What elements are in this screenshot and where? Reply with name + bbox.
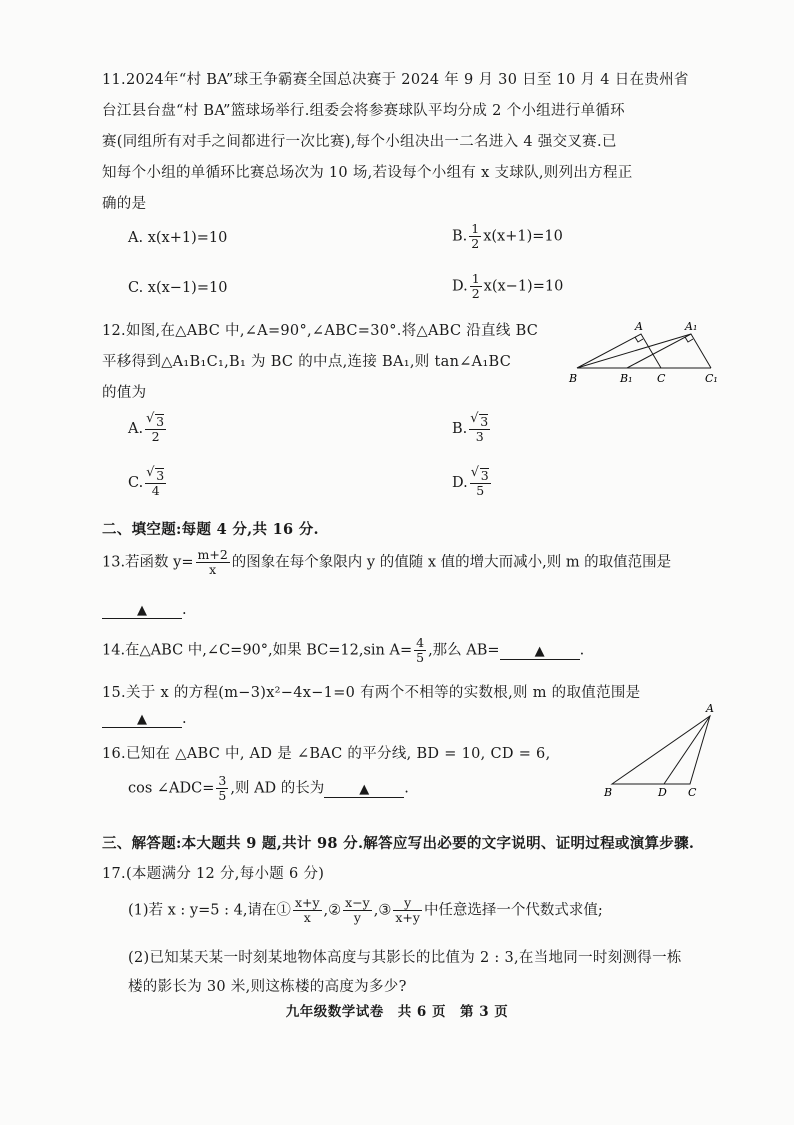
section-3-heading: 三、解答题:本大题共 9 题,共计 98 分.解答应写出必要的文字说明、证明过程或演算步骤. — [102, 835, 695, 852]
q16-answer-blank[interactable] — [324, 781, 404, 798]
q11-option-a: A. x(x+1)=10 — [128, 230, 228, 246]
q13-end: . — [182, 602, 187, 618]
q11-option-d-label: D. — [452, 278, 468, 295]
q11-option-d — [452, 272, 563, 301]
q13-fraction — [196, 548, 230, 577]
q12-label-c1: C₁ — [705, 372, 718, 385]
q11-option-d-den: 2 — [471, 286, 480, 301]
q11-option-b-num: 1 — [471, 221, 480, 236]
q16-cos-prefix: cos ∠ADC= — [128, 780, 215, 797]
q12-label-a: A — [635, 320, 643, 333]
q15-line-1: 15.关于 x 的方程(m−3)x²−4x−1=0 有两个不相等的实数根,则 m 的取值范围是 — [102, 685, 641, 701]
q16-label-a: A — [706, 702, 714, 715]
q17-part-2-line-1: (2)已知某天某一时刻某地物体高度与其影长的比值为 2 : 3,在当地同一时刻测得一栋 — [128, 950, 682, 966]
q16-label-b: B — [604, 786, 613, 799]
q11-option-b-den: 2 — [471, 236, 480, 251]
q12-option-c-label: C. — [128, 475, 144, 491]
q15-line-2 — [102, 711, 187, 728]
q17-f1-num: x+y — [294, 895, 320, 910]
q12-option-d-label: D. — [452, 475, 468, 491]
q12-option-a-label: A. — [128, 421, 144, 437]
q14-fraction — [414, 636, 426, 665]
q13-answer-blank[interactable] — [102, 602, 182, 619]
q16-line-1: 16.已知在 △ABC 中, AD 是 ∠BAC 的平分线, BD = 10, CD = 6, — [102, 746, 551, 762]
q14-end: . — [579, 642, 585, 659]
q12-option-b-num: √ 3 — [479, 414, 488, 429]
q11-option-c: C. x(x−1)=10 — [128, 280, 228, 296]
q12-option-a-num: √ 3 — [155, 414, 164, 429]
q12-label-c: C — [657, 372, 666, 385]
q15-triangle-icon: ▲ — [137, 712, 147, 727]
q14-frac-num: 4 — [416, 635, 425, 650]
q13-prefix: 13.若函数 y= — [102, 554, 194, 571]
q17-f3-num: y — [393, 896, 422, 911]
q12-option-c-fraction — [145, 468, 166, 498]
q13-line-1 — [102, 548, 671, 577]
q12-label-b1: B₁ — [620, 372, 633, 385]
q16-frac-den: 5 — [218, 788, 227, 803]
q14-frac-den: 5 — [416, 650, 425, 665]
q16-suffix: ,则 AD 的长为 — [230, 780, 325, 797]
q11-line-4: 知每个小组的单循环比赛总场次为 10 场,若设每个小组有 x 支球队,则列出方程正 — [102, 165, 633, 181]
q12-option-a-den: 2 — [151, 429, 160, 444]
q17-sep-2: ,② — [323, 902, 342, 919]
q12-label-b: B — [569, 372, 578, 385]
q16-figure — [598, 702, 722, 800]
q13-frac-den: x — [209, 562, 217, 577]
q13-triangle-icon: ▲ — [137, 603, 147, 618]
q12-option-b-den: 3 — [475, 429, 484, 444]
q15-answer-blank[interactable] — [102, 711, 182, 728]
q17-f2-den: y — [353, 910, 361, 925]
q12-label-a1: A₁ — [685, 320, 698, 333]
q12-option-b-fraction — [469, 414, 490, 444]
q13-suffix: 的图象在每个象限内 y 的值随 x 值的增大而减小,则 m 的取值范围是 — [231, 554, 672, 571]
q15-end: . — [182, 711, 187, 727]
q11-line-5: 确的是 — [102, 196, 147, 212]
q12-line-1: 12.如图,在△ABC 中,∠A=90°,∠ABC=30°.将△ABC 沿直线 BC — [102, 323, 539, 339]
q12-option-d-num: √ 3 — [480, 468, 489, 483]
q16-fraction — [216, 774, 228, 803]
q17-sep-3: ,③ — [373, 902, 392, 919]
q17-fraction-3 — [393, 896, 422, 925]
q16-line-2 — [128, 774, 409, 803]
q14-suffix: ,那么 AB= — [428, 642, 500, 659]
q17-part-2-line-2: 楼的影长为 30 米,则这栋楼的高度为多少? — [128, 979, 407, 995]
q17-p1-prefix: (1)若 x : y=5 : 4,请在① — [128, 902, 291, 919]
q12-option-c — [128, 468, 168, 498]
q11-option-b-expr: x(x+1)=10 — [483, 228, 563, 245]
q11-option-b-fraction — [469, 222, 481, 251]
q16-frac-num: 3 — [218, 773, 227, 788]
q17-heading: 17.(本题满分 12 分,每小题 6 分) — [102, 866, 325, 882]
q17-f2-num: x−y — [345, 895, 370, 910]
q13-frac-num: m+2 — [197, 547, 228, 562]
q11-option-b — [452, 222, 563, 251]
q17-f1-den: x — [303, 910, 311, 925]
q12-option-b — [452, 414, 492, 444]
q12-option-d — [452, 468, 493, 498]
q11-line-3: 赛(同组所有对手之间都进行一次比赛),每个小组决出一二名进入 4 强交叉赛.已 — [102, 134, 617, 150]
q11-option-d-num: 1 — [471, 271, 480, 286]
q11-option-d-fraction — [470, 272, 482, 301]
q12-option-a — [128, 414, 168, 444]
q17-p1-suffix: 中任意选择一个代数式求值; — [423, 902, 603, 919]
section-2-heading: 二、填空题:每题 4 分,共 16 分. — [102, 521, 319, 538]
q12-option-c-den: 4 — [151, 483, 160, 498]
q14-prefix: 14.在△ABC 中,∠C=90°,如果 BC=12,sin A= — [102, 642, 413, 659]
q16-end: . — [404, 780, 409, 797]
q17-f3-den: x+y — [395, 910, 420, 925]
q12-option-a-fraction — [145, 414, 166, 444]
q17-part-1 — [128, 896, 603, 925]
q11-option-d-expr: x(x−1)=10 — [483, 278, 564, 295]
q12-option-d-fraction — [470, 468, 491, 498]
q12-option-d-den: 5 — [476, 483, 485, 498]
q11-line-2: 台江县台盘“村 BA”篮球场举行.组委会将参赛球队平均分成 2 个小组进行单循环 — [102, 103, 625, 119]
q16-triangle-icon: ▲ — [359, 781, 370, 797]
page-footer: 九年级数学试卷 共 6 页 第 3 页 — [285, 1004, 509, 1020]
q12-figure — [565, 316, 725, 386]
q12-option-b-label: B. — [452, 421, 468, 437]
q16-label-d: D — [658, 786, 667, 799]
q17-fraction-1 — [293, 896, 322, 925]
q14-triangle-icon: ▲ — [534, 643, 545, 659]
q12-line-3: 的值为 — [102, 385, 147, 401]
q12-line-2: 平移得到△A₁B₁C₁,B₁ 为 BC 的中点,连接 BA₁,则 tan∠A₁BC — [102, 354, 512, 370]
q11-line-1: 11.2024年“村 BA”球王争霸赛全国总决赛于 2024 年 9 月 30 日至 10 月 4 日在贵州省 — [102, 72, 689, 88]
q16-label-c: C — [688, 786, 697, 799]
q14-line — [102, 636, 584, 665]
q12-option-c-num: √ 3 — [155, 468, 164, 483]
q13-line-2 — [102, 602, 187, 619]
q14-answer-blank[interactable] — [500, 643, 580, 660]
q17-fraction-2 — [343, 896, 372, 925]
q11-option-b-label: B. — [452, 228, 468, 245]
